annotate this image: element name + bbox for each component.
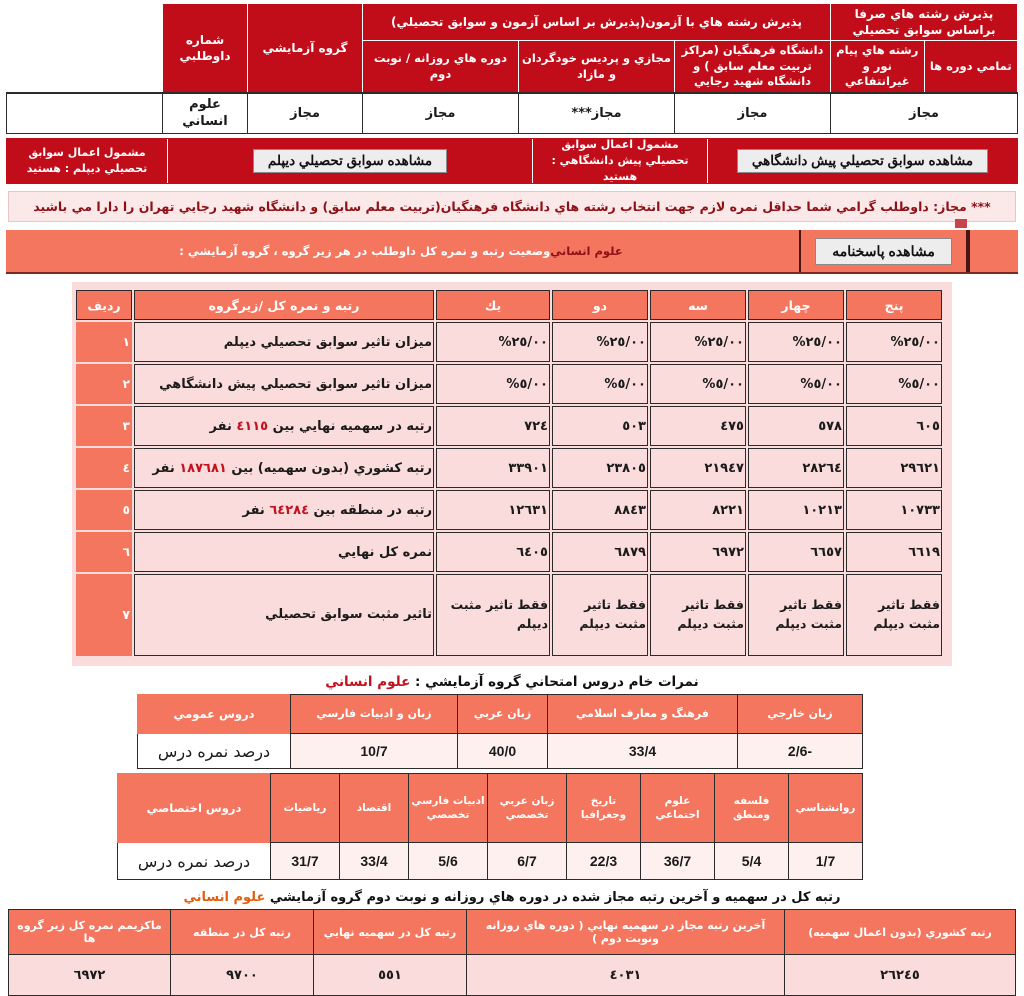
cell-r2-five: ٥/٠٠%	[846, 364, 942, 404]
col-header-four: چهار	[748, 290, 844, 320]
final-col-header-max-score: ماكزيمم نمره كل زير گروه ها	[9, 910, 171, 955]
raw-scores-title-prefix: نمرات خام دروس امتحاني گروه آزمايشي :	[415, 674, 699, 691]
region-rank-suffix: نفر	[242, 502, 270, 518]
view-diploma-records-button[interactable]: مشاهده سوابق تحصيلي ديپلم	[253, 149, 447, 173]
final-value-country-rank: ٢٦٢٤٥	[785, 955, 1016, 996]
cell-r4-three: ٢١٩٤٧	[650, 448, 746, 488]
row-index-7: ٧	[76, 574, 132, 656]
cell-r1-five: ٢٥/٠٠%	[846, 322, 942, 362]
final-table-value-row	[9, 955, 1016, 996]
cell-r6-five: ٦٦١٩	[846, 532, 942, 572]
subject-header-economics: اقتصاد	[340, 774, 409, 843]
row-index-6: ٦	[76, 532, 132, 572]
subject-header-history-geography: تاريخ وجغرافيا	[567, 774, 641, 843]
region-rank-prefix: رتبه در منطقه بين	[309, 502, 432, 518]
side-header-general-subjects: دروس عمومي	[138, 695, 291, 734]
final-col-header-quota-rank: رتبه كل در سهميه نهايي	[314, 910, 467, 955]
row-index-2: ٢	[76, 364, 132, 404]
column-header-payamnoor: رشته هاي پيام نور و غيرانتفاعي	[831, 41, 925, 93]
row-label-region-rank	[134, 490, 434, 530]
quota-rank-total: ٤١١٥	[236, 418, 269, 434]
value-farhangian: مجاز***	[519, 93, 675, 134]
cell-r6-two: ٦٨٧٩	[552, 532, 648, 572]
cell-r2-one: ٥/٠٠%	[436, 364, 550, 404]
score-foreign-language: -2/6	[738, 734, 863, 769]
cell-r7-five: فقط تاثير مثبت ديپلم	[846, 574, 942, 656]
side-header-percent-specialized: درصد نمره درس	[118, 843, 271, 880]
row-index-5: ٥	[76, 490, 132, 530]
final-rank-table	[8, 909, 1016, 996]
subgroup-table-container	[72, 282, 952, 666]
cell-r2-three: ٥/٠٠%	[650, 364, 746, 404]
authorization-notice	[8, 191, 1016, 222]
admission-subheader-row	[7, 41, 1018, 93]
row-label-quota-rank	[134, 406, 434, 446]
score-arabic-specialized: 6/7	[488, 843, 567, 880]
score-psychology: 1/7	[789, 843, 863, 880]
score-persian-lit: 10/7	[291, 734, 458, 769]
academic-records-band	[6, 138, 1018, 184]
row-label-preuni-effect: ميزان تاثير سوابق تحصيلي پيش دانشگاهي	[134, 364, 434, 404]
score-social-sciences: 36/7	[641, 843, 715, 880]
group-header-exam: پذيرش رشته هاي با آزمون(پذيرش بر اساس آزمون و سوابق تحصيلي)	[363, 4, 831, 41]
group-header-records: پذيرش رشته هاي صرفا براساس سوابق تحصيلي	[831, 4, 1018, 41]
row-label-country-rank	[134, 448, 434, 488]
raw-scores-container	[137, 694, 863, 880]
table-row	[76, 322, 942, 362]
notice-marker	[955, 219, 967, 228]
cell-r4-one: ٣٣٩٠١	[436, 448, 550, 488]
cell-r1-three: ٢٥/٠٠%	[650, 322, 746, 362]
cell-r5-five: ١٠٧٣٣	[846, 490, 942, 530]
subject-header-psychology: روانشناسي	[789, 774, 863, 843]
cell-r3-three: ٤٧٥	[650, 406, 746, 446]
view-answer-sheet-button[interactable]: مشاهده پاسخنامه	[815, 238, 952, 265]
subject-header-arabic: زبان عربي	[458, 695, 548, 734]
rank-header-spacer	[968, 230, 1018, 272]
cell-r7-three: فقط تاثير مثبت ديپلم	[650, 574, 746, 656]
column-header-daily-second: دوره هاي روزانه / نوبت دوم	[363, 41, 519, 93]
col-header-index: رديف	[76, 290, 132, 320]
quota-rank-prefix: رتبه در سهميه نهايي بين	[268, 418, 432, 434]
final-col-header-region-rank: رتبه كل در منطقه	[171, 910, 314, 955]
cell-r5-four: ١٠٢١٣	[748, 490, 844, 530]
rank-section-header	[6, 230, 1018, 274]
cell-r1-two: ٢٥/٠٠%	[552, 322, 648, 362]
cell-r1-one: ٢٥/٠٠%	[436, 322, 550, 362]
cell-r1-four: ٢٥/٠٠%	[748, 322, 844, 362]
subject-header-persian-lit: زبان و ادبيات فارسي	[291, 695, 458, 734]
region-rank-total: ٦٤٢٨٤	[269, 502, 310, 518]
column-header-all-courses: تمامي دوره ها	[924, 41, 1018, 93]
admission-table	[6, 3, 1018, 134]
cell-r2-four: ٥/٠٠%	[748, 364, 844, 404]
cell-r6-one: ٦٤٠٥	[436, 532, 550, 572]
final-value-quota-rank: ٥٥١	[314, 955, 467, 996]
table-row	[76, 574, 942, 656]
cell-r5-two: ٨٨٤٣	[552, 490, 648, 530]
col-header-two: دو	[552, 290, 648, 320]
specialized-subjects-table	[117, 773, 863, 880]
admission-value-row	[7, 93, 1018, 134]
row-index-4: ٤	[76, 448, 132, 488]
cell-r3-one: ٧٢٤	[436, 406, 550, 446]
final-col-header-country-rank: رتبه كشوري (بدون اعمال سهميه)	[785, 910, 1016, 955]
subject-header-mathematics: رياضيات	[271, 774, 340, 843]
admission-table-container	[0, 0, 1024, 134]
cell-r5-three: ٨٢٢١	[650, 490, 746, 530]
score-persian-specialized: 5/6	[409, 843, 488, 880]
cell-r7-two: فقط تاثير مثبت ديپلم	[552, 574, 648, 656]
cell-r7-four: فقط تاثير مثبت ديپلم	[748, 574, 844, 656]
cell-r3-five: ٦٠٥	[846, 406, 942, 446]
final-value-max-score: ٦٩٧٢	[9, 955, 171, 996]
subject-header-persian-specialized: ادبيات فارسي تخصصي	[409, 774, 488, 843]
table-row	[76, 490, 942, 530]
view-preuniversity-records-button[interactable]: مشاهده سوابق تحصيلي پيش دانشگاهي	[737, 149, 988, 173]
score-economics: 33/4	[340, 843, 409, 880]
subject-header-social-sciences: علوم اجتماعي	[641, 774, 715, 843]
final-table-header-row	[9, 910, 1016, 955]
score-philosophy-logic: 5/4	[715, 843, 789, 880]
side-header-percent-general: درصد نمره درس	[138, 734, 291, 769]
raw-scores-title	[0, 674, 1024, 690]
preuni-button-cell	[707, 139, 1017, 183]
general-subjects-header-row	[138, 695, 863, 734]
subject-header-foreign-language: زبان خارجي	[738, 695, 863, 734]
cell-r2-two: ٥/٠٠%	[552, 364, 648, 404]
table-row	[76, 448, 942, 488]
side-header-specialized-subjects: دروس اختصاصي	[118, 774, 271, 843]
final-table-title-group: علوم انساني	[183, 890, 266, 906]
country-rank-prefix: رتبه كشوري (بدون سهميه) بين	[226, 460, 432, 476]
specialized-subjects-value-row	[118, 843, 863, 880]
col-header-one: يك	[436, 290, 550, 320]
diploma-records-status-label: مشمول اعمال سوابق تحصيلي ديپلم : هستيد	[26, 146, 148, 176]
diploma-label-cell	[7, 139, 167, 183]
score-mathematics: 31/7	[271, 843, 340, 880]
score-islamic-studies: 33/4	[548, 734, 738, 769]
value-virtual-campus: مجاز	[363, 93, 519, 134]
value-candidate-no	[7, 93, 163, 134]
cell-r5-one: ١٢٦٣١	[436, 490, 550, 530]
col-header-five: پنج	[846, 290, 942, 320]
row-label-diploma-effect: ميزان تاثير سوابق تحصيلي ديپلم	[134, 322, 434, 362]
column-header-farhangian: دانشگاه فرهنگيان (مراكز تربيت معلم سابق ) و دانشگاه شهيد رجايي	[675, 41, 831, 93]
col-header-metric: رتبه و نمره كل /زيرگروه	[134, 290, 434, 320]
rank-section-title	[6, 230, 799, 272]
column-header-virtual-campus: مجازي و پرديس خودگردان و مازاد	[519, 41, 675, 93]
row-label-positive-effect: تاثير مثبت سوابق تحصيلي	[134, 574, 434, 656]
row-index-3: ٣	[76, 406, 132, 446]
diploma-button-cell	[167, 139, 532, 183]
rank-section-title-group: علوم انساني	[550, 244, 623, 259]
rank-section-title-prefix: وضعيت رتبه و نمره كل داوطلب در هر زير گروه ، گروه آزمايشي :	[179, 244, 551, 259]
value-exam-group: علوم انساني	[163, 93, 248, 134]
authorization-notice-text: *** مجاز: داوطلب گرامي شما حداقل نمره لازم جهت انتخاب رشته هاي دانشگاه فرهنگيان(تربيت معلم سابق) و دانشگاه شهيد رجايي تهران را دارا مي باشيد	[33, 199, 991, 215]
final-value-region-rank: ٩٧٠٠	[171, 955, 314, 996]
cell-r6-four: ٦٦٥٧	[748, 532, 844, 572]
country-rank-total: ١٨٧٦٨١	[179, 460, 227, 476]
cell-r4-four: ٢٨٢٦٤	[748, 448, 844, 488]
subgroup-table	[74, 288, 944, 658]
value-daily-second: مجاز	[248, 93, 363, 134]
preuni-label-cell	[532, 139, 707, 183]
general-subjects-table	[137, 694, 863, 769]
table-row	[76, 532, 942, 572]
value-payamnoor: مجاز	[675, 93, 831, 134]
general-subjects-value-row	[138, 734, 863, 769]
cell-r3-four: ٥٧٨	[748, 406, 844, 446]
final-table-title-prefix: رتبه كل در سهميه و آخرين رتبه مجاز شده در دوره هاي روزانه و نوبت دوم گروه آزمايشي	[265, 890, 841, 906]
cell-r6-three: ٦٩٧٢	[650, 532, 746, 572]
value-all-courses: مجاز	[831, 93, 1018, 134]
subgroup-header-row	[76, 290, 942, 320]
raw-scores-title-group: علوم انساني	[325, 674, 411, 691]
cell-r4-two: ٢٣٨٠٥	[552, 448, 648, 488]
final-col-header-last-allowed: آخرين رتبه مجاز در سهميه نهايي ( دوره هاي روزانه ونوبت دوم )	[467, 910, 785, 955]
preuniversity-records-status-label: مشمول اعمال سوابق تحصيلي پيش دانشگاهي : هستيد	[551, 138, 689, 183]
final-table-container	[8, 909, 1016, 996]
final-table-title	[0, 890, 1024, 905]
cell-r3-two: ٥٠٣	[552, 406, 648, 446]
subject-header-islamic-studies: فرهنگ و معارف اسلامي	[548, 695, 738, 734]
final-value-last-allowed: ٤٠٣١	[467, 955, 785, 996]
table-row	[76, 364, 942, 404]
column-header-candidate-no: شماره داوطلبي	[163, 4, 248, 93]
table-row	[76, 406, 942, 446]
subject-header-philosophy-logic: فلسفه ومنطق	[715, 774, 789, 843]
admission-group-header-row	[7, 4, 1018, 41]
row-index-1: ١	[76, 322, 132, 362]
score-history-geography: 22/3	[567, 843, 641, 880]
answer-sheet-button-cell	[799, 230, 968, 272]
score-arabic: 40/0	[458, 734, 548, 769]
subject-header-arabic-specialized: زبان عربي تخصصي	[488, 774, 567, 843]
row-label-final-score: نمره كل نهايي	[134, 532, 434, 572]
country-rank-suffix: نفر	[152, 460, 180, 476]
cell-r7-one: فقط تاثير مثبت ديپلم	[436, 574, 550, 656]
specialized-subjects-header-row	[118, 774, 863, 843]
cell-r4-five: ٢٩٦٢١	[846, 448, 942, 488]
quota-rank-suffix: نفر	[209, 418, 237, 434]
column-header-exam-group: گروه آزمايشي	[248, 4, 363, 93]
col-header-three: سه	[650, 290, 746, 320]
